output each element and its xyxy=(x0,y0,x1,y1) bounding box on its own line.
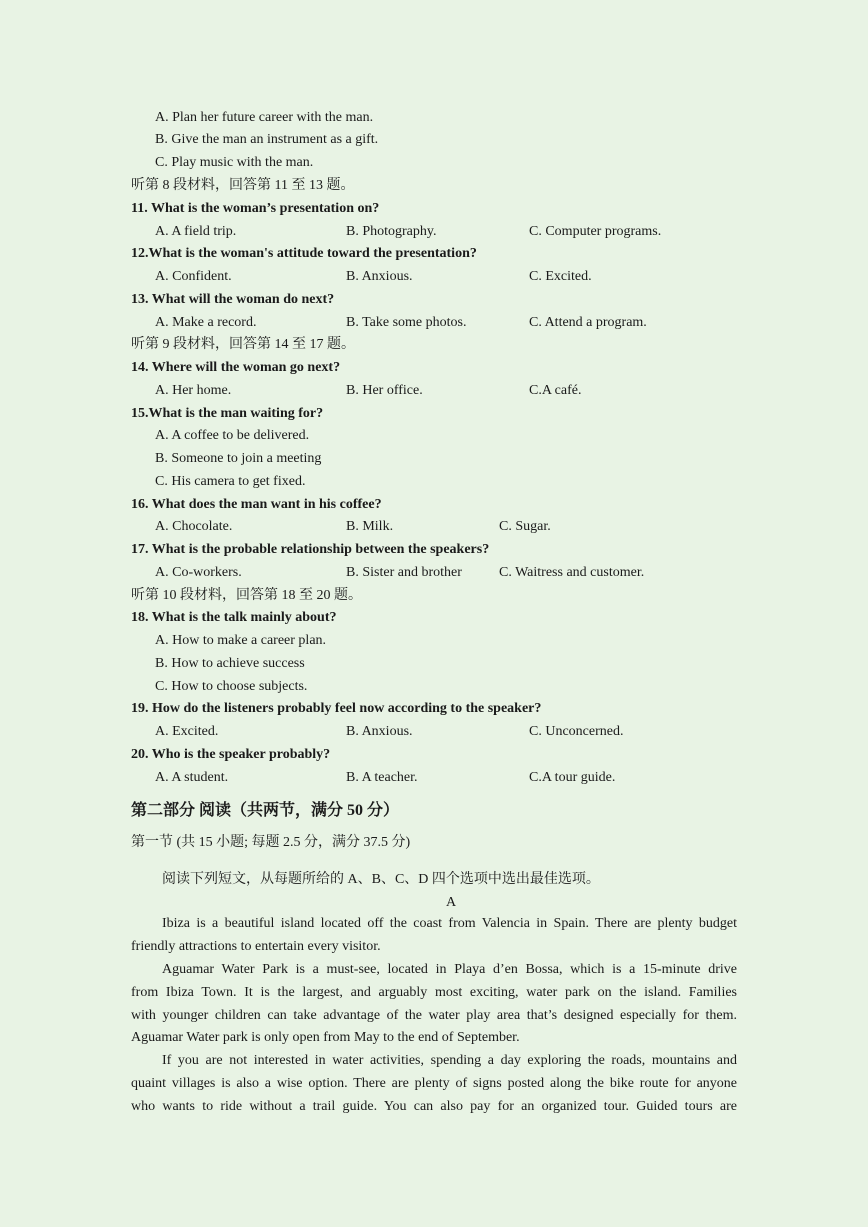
option-c: C. Play music with the man. xyxy=(155,155,314,170)
paragraph-line: Aguamar Water park is only open from May to the end of September. xyxy=(131,1030,520,1046)
section-heading: 听第 10 段材料，回答第 18 至 20 题。 xyxy=(131,588,362,603)
q14-option-c: C.A café. xyxy=(529,383,582,398)
question-11: 11. What is the woman’s presentation on? xyxy=(131,201,380,216)
q17-option-a: A. Co-workers. xyxy=(155,565,242,580)
q16-option-b: B. Milk. xyxy=(346,519,394,534)
q18-option-c: C. How to choose subjects. xyxy=(155,679,308,694)
q15-option-c: C. His camera to get fixed. xyxy=(155,474,306,489)
paragraph xyxy=(131,1050,737,1118)
question-12: 12.What is the woman's attitude toward the presentation? xyxy=(131,246,477,261)
q13-option-c: C. Attend a program. xyxy=(529,315,647,330)
q16-option-c: C. Sugar. xyxy=(499,519,551,534)
q12-option-a: A. Confident. xyxy=(155,269,232,284)
question-20: 20. Who is the speaker probably? xyxy=(131,747,331,762)
question-17: 17. What is the probable relationship between the speakers? xyxy=(131,542,490,557)
q14-option-a: A. Her home. xyxy=(155,383,232,398)
paragraph-line: friendly attractions to entertain every visitor. xyxy=(131,938,381,954)
q20-option-a: A. A student. xyxy=(155,770,229,785)
paragraph-line: from Ibiza Town. It is the largest, and arguably most exciting, water park on the island. Families xyxy=(131,984,737,1000)
paragraph xyxy=(131,959,737,1050)
q13-option-a: A. Make a record. xyxy=(155,315,257,330)
instruction: 阅读下列短文，从每题所给的 A、B、C、D 四个选项中选出最佳选项。 xyxy=(162,872,600,887)
question-16: 16. What does the man want in his coffee? xyxy=(131,497,382,512)
q12-option-c: C. Excited. xyxy=(529,269,592,284)
q19-option-b: B. Anxious. xyxy=(346,724,413,739)
option-a: A. Plan her future career with the man. xyxy=(155,110,374,125)
paragraph-line: Aguamar Water Park is a must-see, located in Playa d’en Bossa, which is a 15-minute drive xyxy=(162,962,737,977)
option-b: B. Give the man an instrument as a gift. xyxy=(155,132,379,147)
question-18: 18. What is the talk mainly about? xyxy=(131,610,337,625)
paragraph-line: with younger children can take advantage of the water play area that’s designed especially for them. xyxy=(131,1007,737,1023)
paragraph-line: quaint villages is also a wise option. There are plenty of signs posted along the bike route for anyone xyxy=(131,1075,737,1091)
section-heading: 听第 8 段材料，回答第 11 至 13 题。 xyxy=(131,178,355,193)
q11-option-b: B. Photography. xyxy=(346,224,437,239)
q11-option-c: C. Computer programs. xyxy=(529,224,662,239)
q12-option-b: B. Anxious. xyxy=(346,269,413,284)
q19-option-a: A. Excited. xyxy=(155,724,219,739)
paragraph xyxy=(131,913,737,959)
passage-label: A xyxy=(445,895,457,910)
q20-option-b: B. A teacher. xyxy=(346,770,418,785)
q18-option-b: B. How to achieve success xyxy=(155,656,305,671)
paragraph-line: If you are not interested in water activities, spending a day exploring the roads, mountains and xyxy=(162,1053,737,1068)
q14-option-b: B. Her office. xyxy=(346,383,423,398)
q20-option-c: C.A tour guide. xyxy=(529,770,616,785)
q13-option-b: B. Take some photos. xyxy=(346,315,467,330)
part-subtitle: 第一节 (共 15 小题; 每题 2.5 分，满分 37.5 分) xyxy=(131,835,411,850)
q19-option-c: C. Unconcerned. xyxy=(529,724,624,739)
paragraph-line: Ibiza is a beautiful island located off the coast from Valencia in Spain. There are plenty budget xyxy=(162,916,737,931)
q15-option-b: B. Someone to join a meeting xyxy=(155,451,322,466)
question-15: 15.What is the man waiting for? xyxy=(131,406,324,421)
section-heading: 听第 9 段材料，回答第 14 至 17 题。 xyxy=(131,337,355,352)
q16-option-a: A. Chocolate. xyxy=(155,519,233,534)
question-14: 14. Where will the woman go next? xyxy=(131,360,341,375)
part-title: 第二部分 阅读（共两节，满分 50 分） xyxy=(131,802,400,819)
question-19: 19. How do the listeners probably feel now according to the speaker? xyxy=(131,701,542,716)
q17-option-c: C. Waitress and customer. xyxy=(499,565,645,580)
q18-option-a: A. How to make a career plan. xyxy=(155,633,327,648)
q17-option-b: B. Sister and brother xyxy=(346,565,462,580)
q15-option-a: A. A coffee to be delivered. xyxy=(155,428,310,443)
q11-option-a: A. A field trip. xyxy=(155,224,237,239)
question-13: 13. What will the woman do next? xyxy=(131,292,335,307)
paragraph-line: who wants to ride without a trail guide. You can also pay for an organized tour. Guided tours are xyxy=(131,1098,737,1114)
